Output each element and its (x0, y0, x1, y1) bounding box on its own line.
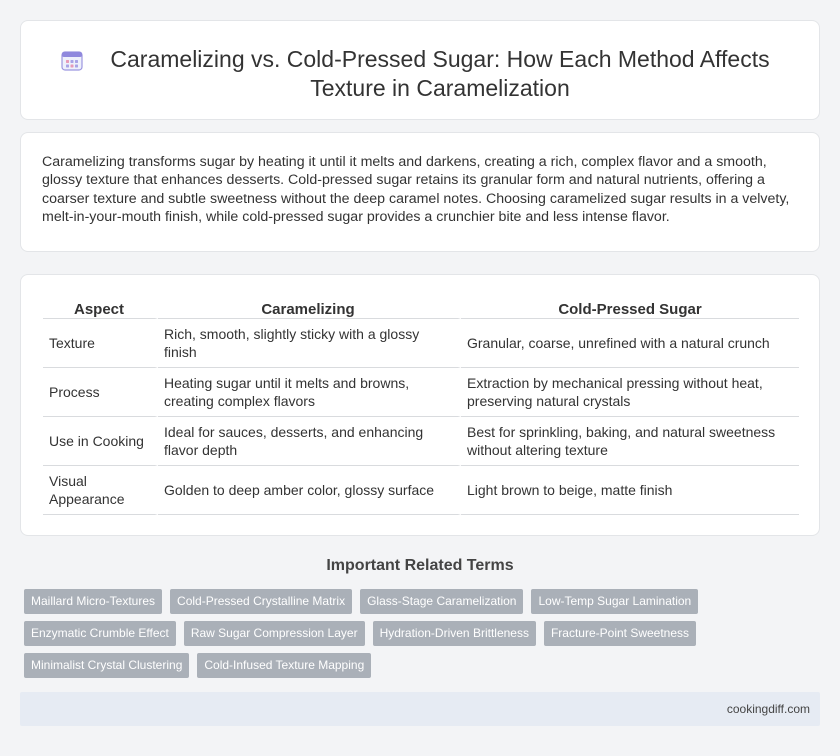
table-header-row (43, 297, 799, 319)
table-row (43, 319, 799, 368)
row-caramelizing: Ideal for sauces, desserts, and enhancing flavor depth (158, 417, 461, 466)
title-card (20, 20, 820, 120)
related-term-tag[interactable]: Hydration-Driven Brittleness (373, 621, 536, 646)
row-cold-pressed: Best for sprinkling, baking, and natural sweetness without altering texture (461, 417, 799, 466)
related-terms-list (24, 589, 724, 685)
table-row (43, 417, 799, 466)
intro-card (20, 132, 820, 252)
row-aspect: Process (43, 368, 158, 417)
related-term-tag[interactable]: Minimalist Crystal Clustering (24, 653, 189, 678)
page-title: Caramelizing vs. Cold-Pressed Sugar: How Each Method Affects Texture in Caramelization (110, 46, 770, 101)
row-caramelizing: Rich, smooth, slightly sticky with a glossy finish (158, 319, 461, 368)
header-aspect: Aspect (43, 297, 158, 319)
row-caramelizing: Golden to deep amber color, glossy surface (158, 466, 461, 515)
row-aspect: Texture (43, 319, 158, 368)
related-term-tag[interactable]: Cold-Infused Texture Mapping (197, 653, 371, 678)
related-terms-heading: Important Related Terms (326, 557, 514, 574)
header-cold-pressed: Cold-Pressed Sugar (461, 297, 799, 319)
table-row (43, 368, 799, 417)
footer-site-link[interactable]: cookingdiff.com (726, 702, 810, 716)
header-caramelizing: Caramelizing (158, 297, 461, 319)
footer-bar (20, 692, 820, 726)
comparison-table (43, 297, 799, 515)
row-cold-pressed: Extraction by mechanical pressing without heat, preserving natural crystals (461, 368, 799, 417)
row-aspect: Use in Cooking (43, 417, 158, 466)
related-term-tag[interactable]: Raw Sugar Compression Layer (184, 621, 365, 646)
row-cold-pressed: Granular, coarse, unrefined with a natural crunch (461, 319, 799, 368)
related-term-tag[interactable]: Cold-Pressed Crystalline Matrix (170, 589, 352, 614)
related-term-tag[interactable]: Maillard Micro-Textures (24, 589, 162, 614)
related-term-tag[interactable]: Fracture-Point Sweetness (544, 621, 696, 646)
related-term-tag[interactable]: Low-Temp Sugar Lamination (531, 589, 698, 614)
related-term-tag[interactable]: Glass-Stage Caramelization (360, 589, 523, 614)
row-cold-pressed: Light brown to beige, matte finish (461, 466, 799, 515)
related-term-tag[interactable]: Enzymatic Crumble Effect (24, 621, 176, 646)
comparison-table-card (20, 274, 820, 536)
row-aspect: Visual Appearance (43, 466, 158, 515)
intro-paragraph: Caramelizing transforms sugar by heating it until it melts and darkens, creating a rich, complex flavor and a smooth, glossy texture that enhances desserts. Cold-pressed sugar retains its granular form and natural nutrients, offering a coarser texture and subtle sweetness without the deep caramel notes. Choosing caramelized sugar results in a velvety, melt-in-your-mouth finish, while cold-pressed sugar provides a crunchier bite and less intense flavor. (42, 154, 790, 226)
row-caramelizing: Heating sugar until it melts and browns, creating complex flavors (158, 368, 461, 417)
table-row (43, 466, 799, 515)
